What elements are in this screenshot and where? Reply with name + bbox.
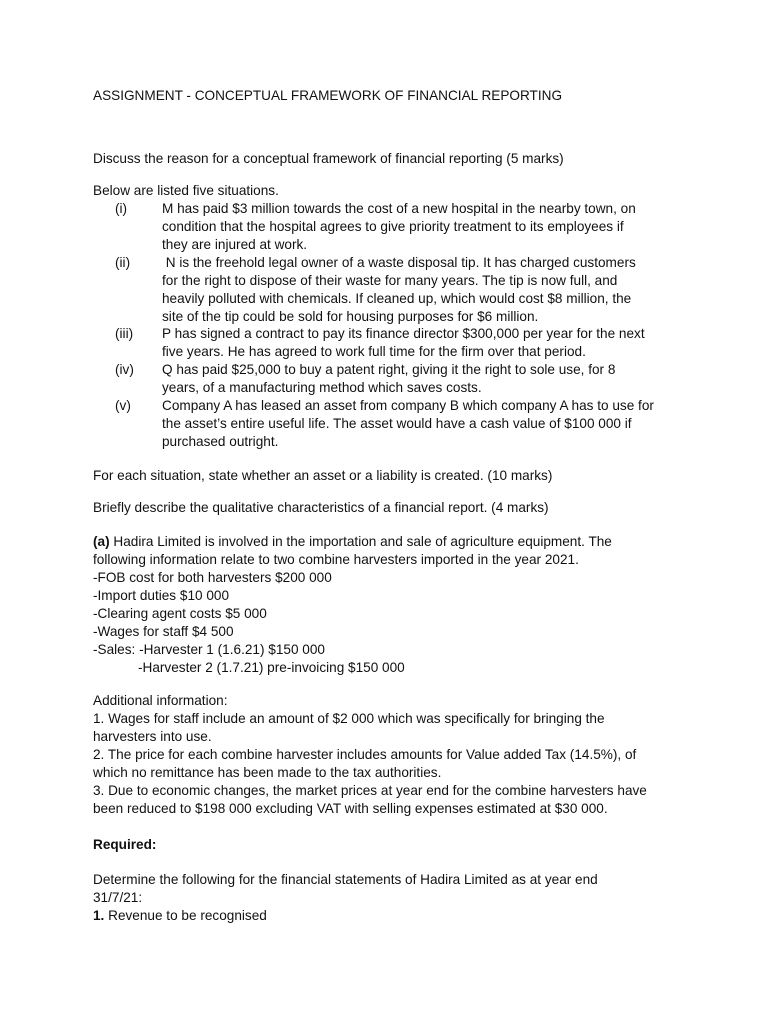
situation-line: N is the freehold legal owner of a waste disposal tip. It has charged customers [162,255,636,270]
situation-number: (iv) [115,362,134,377]
cost-item: -Wages for staff $4 500 [93,624,234,639]
determine-line: Determine the following for the financial statements of Hadira Limited as at year end [93,872,598,887]
additional-line: 1. Wages for staff include an amount of $2 000 which was specifically for bringing the [93,711,605,726]
question-qualitative: Briefly describe the qualitative characteristics of a financial report. (4 marks) [93,500,549,515]
additional-line: been reduced to $198 000 excluding VAT with selling expenses estimated at $30 000. [93,801,608,816]
situation-line: site of the tip could be sold for housing purposes for $6 million. [162,309,539,324]
situation-line: Company A has leased an asset from company B which company A has to use for [162,398,654,413]
situation-line: for the right to dispose of their waste for many years. The tip is now full, and [162,273,618,288]
situation-line: the asset’s entire useful life. The asset would have a cash value of $100 000 if [162,416,632,431]
question-framework: Discuss the reason for a conceptual framework of financial reporting (5 marks) [93,151,564,166]
situation-line: they are injured at work. [162,237,308,252]
situation-line: years, of a manufacturing method which saves costs. [162,380,482,395]
situation-line: heavily polluted with chemicals. If cleaned up, which would cost $8 million, the [162,291,632,306]
part-a-label: (a) [93,534,110,549]
situation-line: five years. He has agreed to work full time for the firm over that period. [162,344,586,359]
situations-intro: Below are listed five situations. [93,183,279,198]
cost-item: -Sales: -Harvester 1 (1.6.21) $150 000 [93,642,325,657]
requirement-number: 1. [93,908,105,923]
situation-line: P has signed a contract to pay its finance director $300,000 per year for the next [162,326,645,341]
situation-number: (iii) [115,326,134,341]
situation-number: (ii) [115,255,131,270]
additional-information [93,692,683,818]
additional-heading: Additional information: [93,693,228,708]
cost-item: -FOB cost for both harvesters $200 000 [93,570,332,585]
part-a-intro-line: Hadira Limited is involved in the importation and sale of agriculture equipment. The [109,534,612,549]
part-a-intro [93,533,683,677]
additional-line: which no remittance has been made to the tax authorities. [93,765,442,780]
situation-line: Q has paid $25,000 to buy a patent right, giving it the right to sole use, for 8 [162,362,616,377]
additional-line: harvesters into use. [93,729,212,744]
cost-item: -Clearing agent costs $5 000 [93,606,267,621]
situation-line: condition that the hospital agrees to give priority treatment to its employees if [162,219,624,234]
cost-item: -Import duties $10 000 [93,588,230,603]
situation-number: (i) [115,201,128,216]
situation-number: (v) [115,398,131,413]
required-tasks [93,871,683,925]
page-title: ASSIGNMENT - CONCEPTUAL FRAMEWORK OF FINANCIAL REPORTING [93,88,563,103]
additional-line: 3. Due to economic changes, the market prices at year end for the combine harvesters have [93,783,647,798]
situation-line: M has paid $3 million towards the cost of a new hospital in the nearby town, on [162,201,636,216]
cost-item: -Harvester 2 (1.7.21) pre-invoicing $150 000 [138,660,405,675]
situations-task: For each situation, state whether an asset or a liability is created. (10 marks) [93,468,553,483]
additional-line: 2. The price for each combine harvester includes amounts for Value added Tax (14.5%), of [93,747,637,762]
required-heading [93,836,683,854]
situation-line: purchased outright. [162,434,279,449]
required-label: Required: [93,837,157,852]
part-a-intro-line: following information relate to two combine harvesters imported in the year 2021. [93,552,579,567]
determine-line: 31/7/21: [93,890,143,905]
requirement-text: Revenue to be recognised [104,908,267,923]
